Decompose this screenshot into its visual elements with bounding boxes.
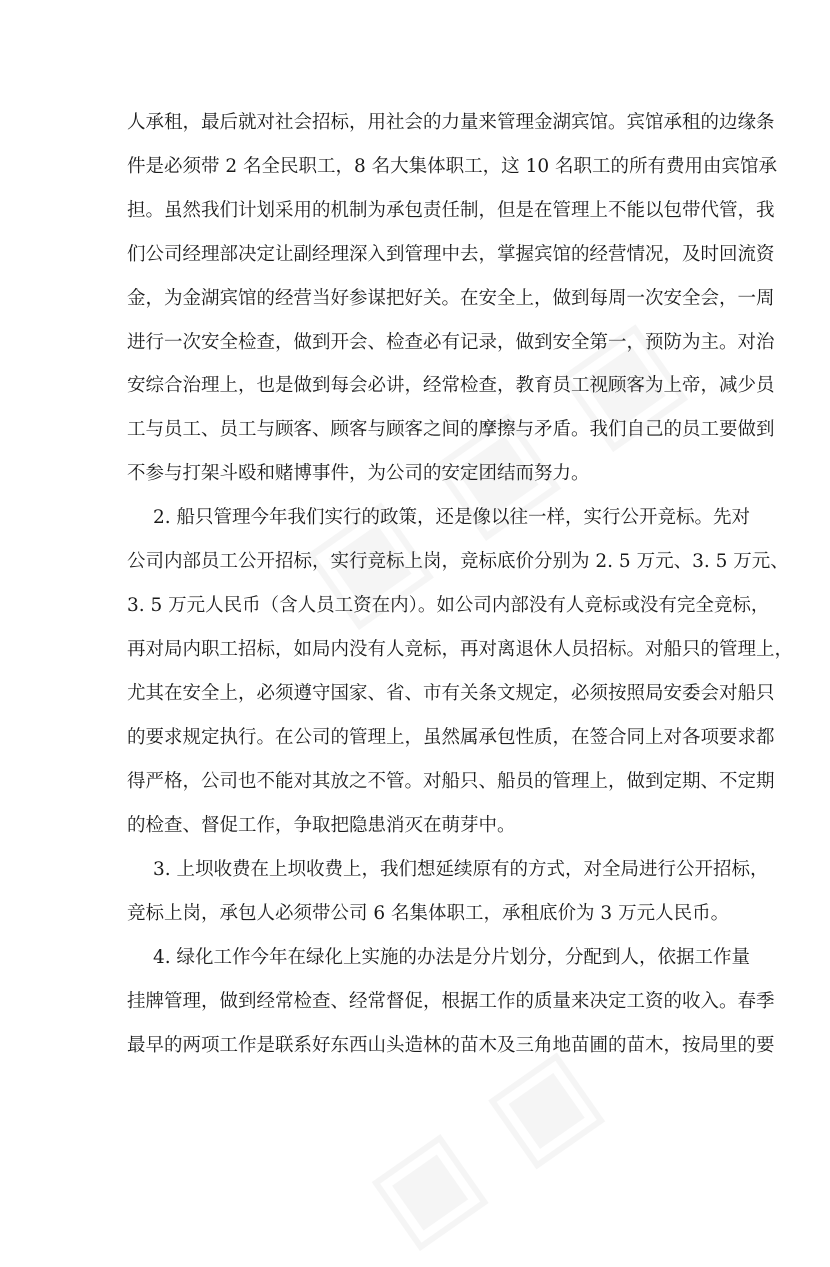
text-line: 进行一次安全检查，做到开会、检查必有记录，做到安全第一，预防为主。对治 xyxy=(127,332,775,353)
text-line: 的检查、督促工作，争取把隐患消灭在萌芽中。 xyxy=(127,815,516,836)
text-line: 最早的两项工作是联系好东西山头造林的苗木及三角地苗圃的苗木，按局里的要 xyxy=(127,1035,775,1056)
text-line: 得严格，公司也不能对其放之不管。对船只、船员的管理上，做到定期、不定期 xyxy=(127,771,775,792)
text-line: 尤其在安全上，必须遵守国家、省、市有关条文规定，必须按照局安委会对船只 xyxy=(127,683,775,704)
text-line: 不参与打架斗殴和赌博事件，为公司的安定团结而努力。 xyxy=(127,463,590,484)
text-line: 再对局内职工招标，如局内没有人竞标，再对离退休人员招标。对船只的管理上， xyxy=(127,639,794,660)
text-line: 件是必须带 2 名全民职工，8 名大集体职工，这 10 名职工的所有费用由宾馆承 xyxy=(127,156,777,177)
text-line: 安综合治理上，也是做到每会必讲，经常检查，教育员工视顾客为上帝，减少员 xyxy=(127,375,775,396)
text-line: 的要求规定执行。在公司的管理上，虽然属承包性质，在签合同上对各项要求都 xyxy=(127,727,775,748)
paragraph-3-first-line: 3. 上坝收费在上坝收费上，我们想延续原有的方式，对全局进行公开招标， xyxy=(153,859,769,880)
text-line: 人承租，最后就对社会招标，用社会的力量来管理金湖宾馆。宾馆承租的边缘条 xyxy=(127,112,775,133)
text-line: 挂牌管理，做到经常检查、经常督促，根据工作的质量来决定工资的收入。春季 xyxy=(127,991,775,1012)
text-line: 3. 5 万元人民币（含人员工资在内）。如公司内部没有人竞标或没有完全竞标， xyxy=(127,595,770,616)
text-line: 公司内部员工公开招标，实行竞标上岗，竞标底价分别为 2. 5 万元、3. 5 万元、 xyxy=(127,551,789,572)
text-line: 担。虽然我们计划采用的机制为承包责任制，但是在管理上不能以包带代管，我 xyxy=(127,200,775,221)
text-line: 竞标上岗，承包人必须带公司 6 名集体职工，承租底价为 3 万元人民币。 xyxy=(127,903,730,924)
text-line: 工与员工、员工与顾客、顾客与顾客之间的摩擦与矛盾。我们自己的员工要做到 xyxy=(127,419,775,440)
text-line: 们公司经理部决定让副经理深入到管理中去，掌握宾馆的经营情况，及时回流资 xyxy=(127,244,775,265)
paragraph-4-first-line: 4. 绿化工作今年在绿化上实施的办法是分片划分，分配到人，依据工作量 xyxy=(153,947,751,968)
text-line: 金，为金湖宾馆的经营当好参谋把好关。在安全上，做到每周一次安全会，一周 xyxy=(127,288,775,309)
paragraph-2-first-line: 2. 船只管理今年我们实行的政策，还是像以往一样，实行公开竞标。先对 xyxy=(153,507,751,528)
